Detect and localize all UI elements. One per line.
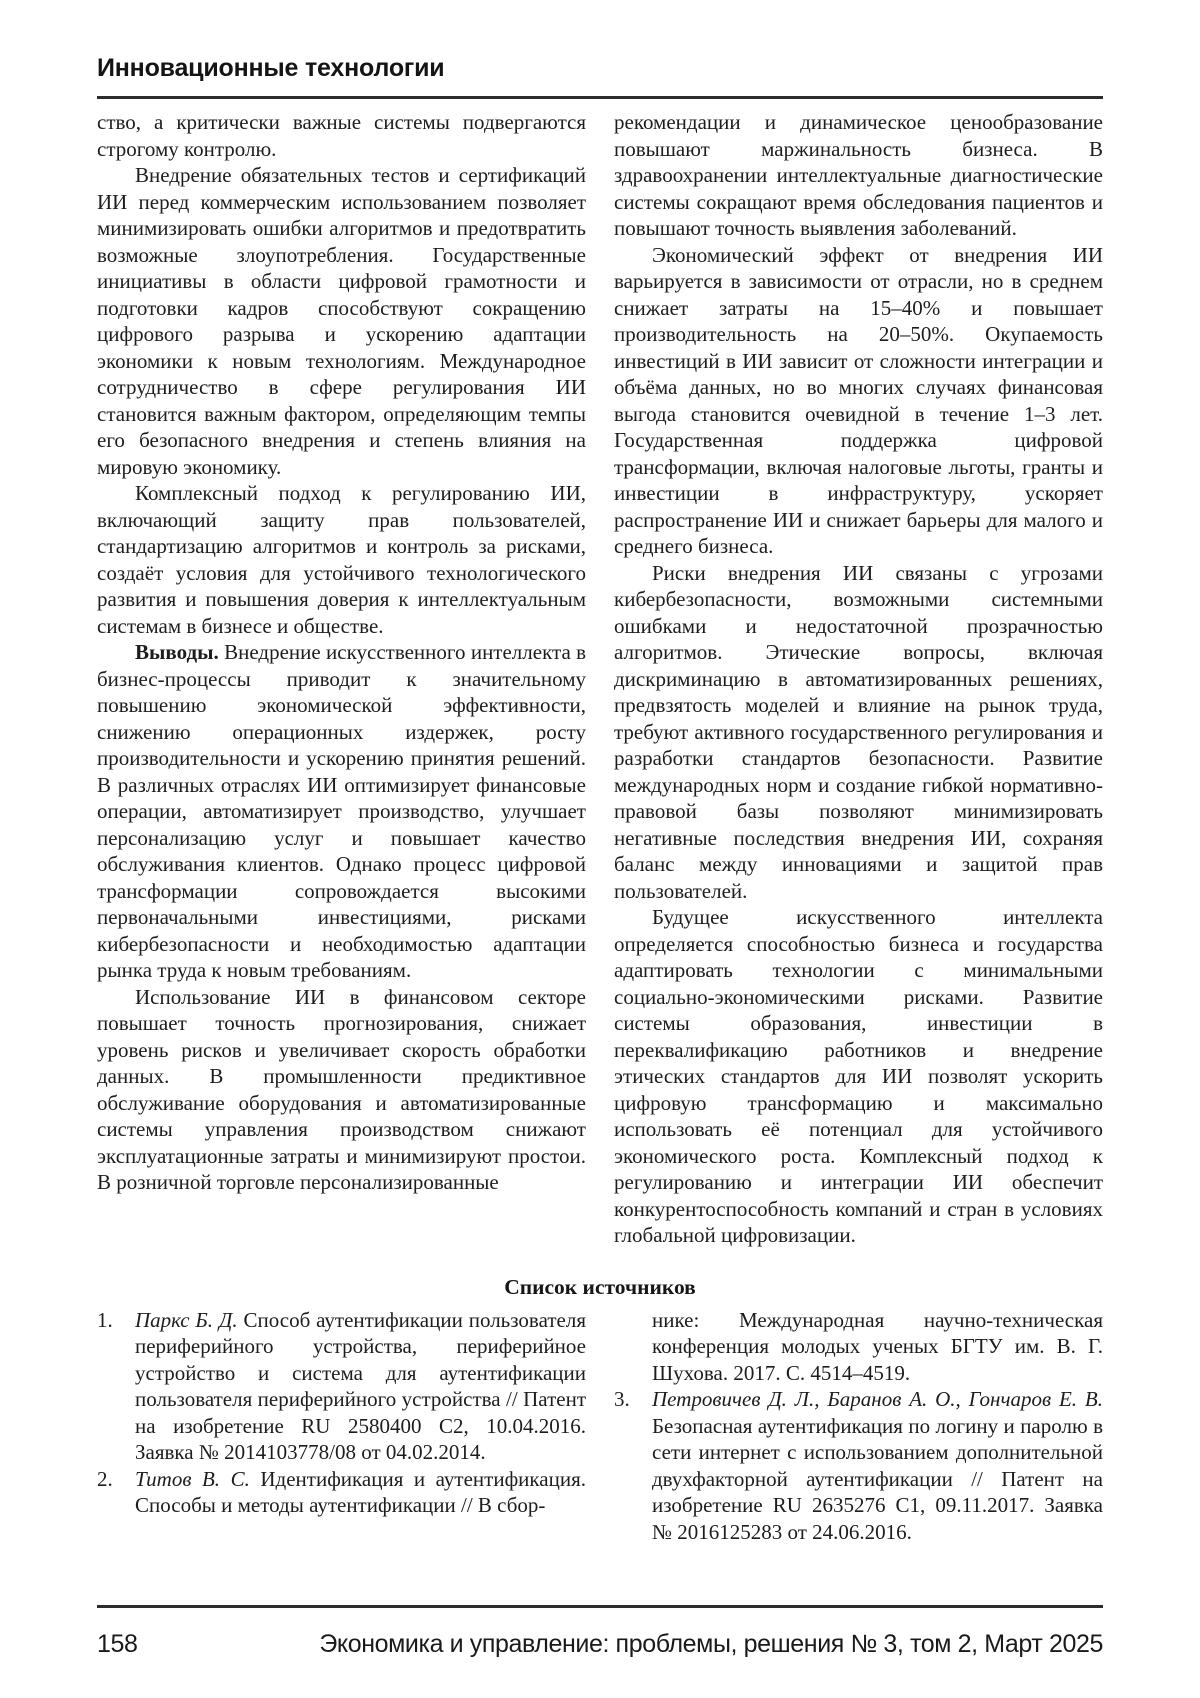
paragraph-text: Риски внедрения ИИ связаны с угрозами кибербезопасности, возможными системными ошибками и недостаточной прозрачностью алгоритмов. Этические вопросы, включая дискриминацию в автоматизированных решениях, предвзятость моделей и влияние на рынок труда, требуют активного государственного регулирования и разработки стандартов безопасности. Развитие международных норм и создание гибкой нормативно-правовой базы позволяют минимизировать негативные последствия внедрения ИИ, сохраняя баланс между инновациями и защитой прав пользователей. (614, 560, 1103, 903)
reference-text: нике: Международная научно-техническая конференция молодых ученых БГТУ им. В. Г. Шухова. 2017. С. 4514–4519. (652, 1307, 1103, 1385)
article-column-right (614, 109, 1103, 1249)
page-footer (97, 1605, 1103, 1659)
paragraph-text: Внедрение обязательных тестов и сертификаций ИИ перед коммерческим использованием позволяет минимизировать ошибки алгоритмов и предотвратить возможные злоупотребления. Государственные инициативы в области цифровой грамотности и подготовки кадров способствуют сокращению цифрового разрыва и ускорению адаптации экономики к новым технологиям. Международное сотрудничество в сфере регулирования ИИ становится важным фактором, определяющим темпы его безопасного внедрения и степень влияния на мировую экономику. (97, 163, 586, 479)
page-number: 158 (97, 1630, 138, 1658)
paragraph (97, 984, 586, 1196)
paragraph (614, 560, 1103, 905)
paragraph (97, 162, 586, 480)
paragraph-text: Комплексный подход к регулированию ИИ, включающий защиту прав пользователей, стандартизацию алгоритмов и контроль за рисками, создаёт условия для устойчивого технологического развития и повышения доверия к интеллектуальным системам в бизнесе и обществе. (97, 481, 586, 638)
paragraph (614, 904, 1103, 1249)
section-title: Инновационные технологии (97, 54, 445, 82)
reference-number: 2. (97, 1466, 113, 1491)
paragraph-lead: Выводы. (135, 640, 219, 664)
reference-body (652, 1386, 1103, 1545)
reference-number: 1. (97, 1307, 113, 1332)
reference-number (614, 1307, 652, 1387)
reference-text: Способ аутентификации пользователя периферийного устройства, периферийное устройство и система для аутентификации пользователя периферийного устройства // Патент на изобретение RU 2580400 C2, 10.04.2016. Заявка № 2014103778/08 от 04.02.2014. (135, 1307, 586, 1464)
reference-body (652, 1307, 1103, 1387)
reference-item-continuation (614, 1307, 1103, 1387)
paragraph-text: рекомендации и динамическое ценообразование повышают маржинальность бизнеса. В здравоохранении интеллектуальные диагностические системы сокращают время обследования пациентов и повышают точность выявления заболеваний. (614, 110, 1103, 240)
reference-item (614, 1386, 1103, 1545)
reference-item (97, 1466, 586, 1519)
paragraph (614, 109, 1103, 242)
header-rule (97, 96, 1103, 99)
paragraph (97, 639, 586, 984)
article-column-left (97, 109, 586, 1249)
page-header (97, 54, 1103, 99)
paragraph (97, 109, 586, 162)
footer-row (97, 1630, 1103, 1659)
paragraph-text: Будущее искусственного интеллекта определяется способностью бизнеса и государства адаптировать технологии с минимальными социально-экономическими рисками. Развитие системы образования, инвестиции в переквалификацию работников и внедрение этических стандартов для ИИ позволят ускорить цифровую трансформацию и максимально использовать её потенциал для устойчивого экономического роста. Комплексный подход к регулированию и интеграции ИИ обеспечит конкурентоспособность компаний и стран в условиях глобальной цифровизации. (614, 905, 1103, 1247)
references-list (97, 1307, 1103, 1546)
reference-body (135, 1466, 586, 1519)
footer-rule (97, 1605, 1103, 1608)
paragraph-text: Использование ИИ в финансовом секторе повышает точность прогнозирования, снижает уровень рисков и увеличивает скорость обработки данных. В промышленности предиктивное обслуживание оборудования и автоматизированные системы управления производством снижают эксплуатационные затраты и минимизируют простои. В розничной торговле персонализированные (97, 984, 586, 1194)
references-column-right (614, 1307, 1103, 1546)
references-column-left (97, 1307, 586, 1546)
paragraph (614, 242, 1103, 560)
reference-number: 3. (614, 1387, 630, 1411)
references-heading: Список источников (504, 1274, 696, 1299)
reference-authors: Петровичев Д. Л., Баранов А. О., Гончаров Е. В. (652, 1387, 1103, 1411)
article-body (97, 109, 1103, 1249)
paragraph-text: ство, а критически важные системы подвергаются строгому контролю. (97, 110, 586, 161)
reference-text: Безопасная аутентификация по логину и паролю в сети интернет с использованием дополнительной двухфакторной аутентификации // Патент на изобретение RU 2635276 C1, 09.11.2017. Заявка № 2016125283 от 24.06.2016. (652, 1413, 1103, 1544)
reference-text: Идентификация и аутентификация. Способы и методы аутентификации // В сбор- (135, 1466, 587, 1517)
reference-authors: Титов В. С. (135, 1466, 250, 1491)
paragraph (97, 480, 586, 639)
reference-authors: Паркс Б. Д. (135, 1307, 238, 1332)
paragraph-text: Экономический эффект от внедрения ИИ варьируется в зависимости от отрасли, но в среднем снижает затраты на 15–40% и повышает производительность на 20–50%. Окупаемость инвестиций в ИИ зависит от сложности интеграции и объёма данных, но во многих случаях финансовая выгода становится очевидной в течение 1–3 лет. Государственная поддержка цифровой трансформации, включая налоговые льготы, гранты и инвестиции в инфраструктуру, ускоряет распространение ИИ и снижает барьеры для малого и среднего бизнеса. (614, 242, 1103, 558)
journal-title: Экономика и управление: проблемы, решения № 3, том 2, Март 2025 (319, 1630, 1103, 1658)
reference-body (135, 1307, 586, 1466)
paragraph-text: Внедрение искусственного интеллекта в бизнес-процессы приводит к значительному повышению экономической эффективности, снижению операционных издержек, росту производительности и ускорению принятия решений. В различных отраслях ИИ оптимизирует финансовые операции, автоматизирует производство, улучшает персонализацию услуг и повышает качество обслуживания клиентов. Однако процесс цифровой трансформации сопровождается высокими первоначальными инвестициями, рисками кибербезопасности и необходимостью адаптации рынка труда к новым требованиям. (97, 640, 587, 982)
reference-item (97, 1307, 586, 1466)
